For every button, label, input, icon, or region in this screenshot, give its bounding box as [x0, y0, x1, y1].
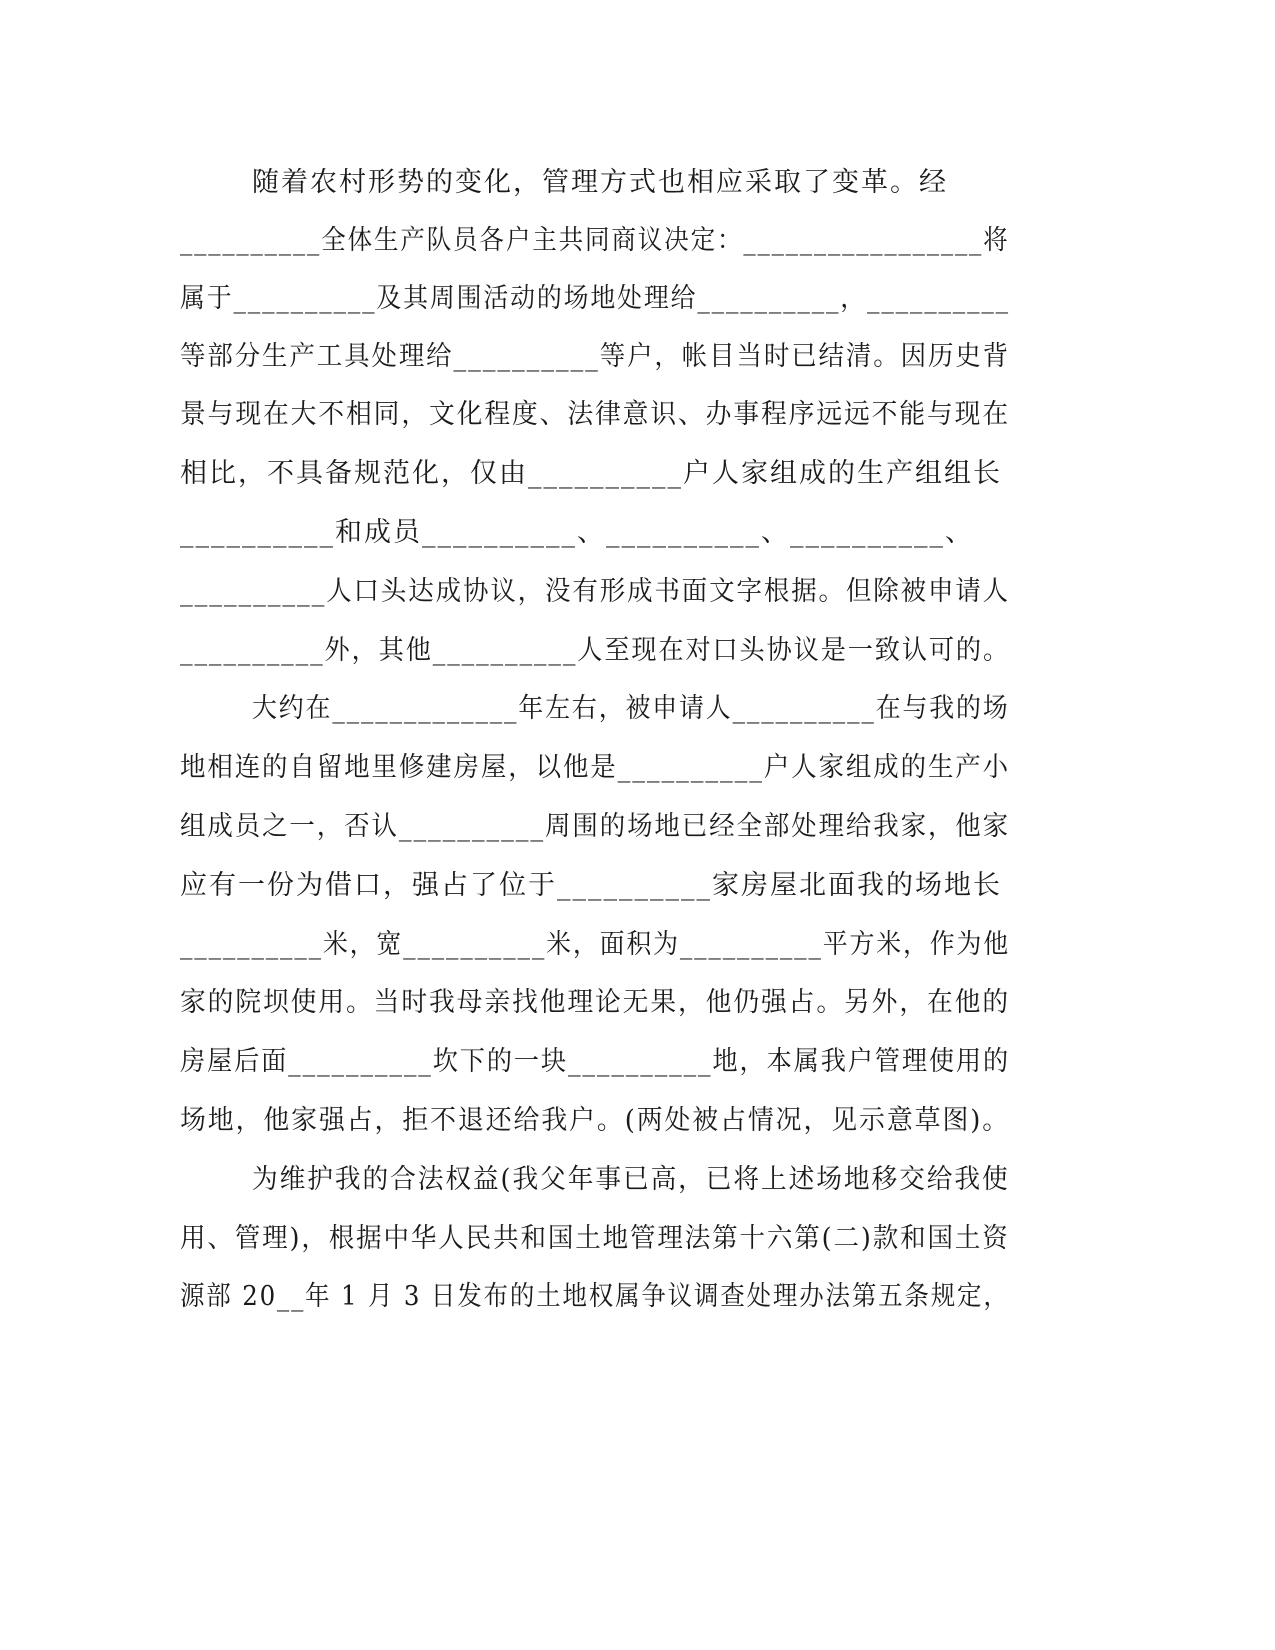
paragraph-text: __________和成员__________、__________、__________、 — [180, 517, 974, 548]
text-line — [0, 745, 1275, 791]
text-line — [0, 804, 1275, 850]
paragraph-text: __________全体生产队员各户主共同商议决定：_________________将 — [180, 225, 1010, 256]
paragraph-text: 大约在_____________年左右，被申请人__________在与我的场 — [252, 693, 1010, 724]
text-line — [0, 160, 1275, 206]
paragraph-text: 组成员之一，否认__________周围的场地已经全部处理给我家，他家 — [180, 811, 1011, 842]
paragraph-text: 属于__________及其周围活动的场地处理给__________，__________ — [180, 283, 1010, 314]
text-line — [0, 334, 1275, 380]
text-line — [0, 686, 1275, 732]
paragraph-text: 景与现在大不相同，文化程度、法律意识、办事程序远远不能与现在 — [180, 399, 1010, 430]
paragraph-text: 随着农村形势的变化，管理方式也相应采取了变革。经 — [252, 167, 948, 198]
paragraph-text: 相比，不具备规范化，仅由__________户人家组成的生产组组长 — [180, 458, 1002, 489]
text-line — [0, 451, 1275, 497]
paragraph-text: 房屋后面__________坎下的一块__________地，本属我户管理使用的 — [180, 1046, 1011, 1077]
text-line — [0, 922, 1275, 968]
text-line — [0, 1216, 1275, 1262]
text-line — [0, 1274, 1275, 1320]
paragraph-text: 等部分生产工具处理给__________等户，帐目当时已结清。因历史背 — [180, 341, 1011, 372]
text-line — [0, 980, 1275, 1026]
paragraph-text: 源部 20__年 1 月 3 日发布的土地权属争议调查处理办法第五条规定， — [180, 1281, 1010, 1312]
paragraph-text: 家的院坝使用。当时我母亲找他理论无果，他仍强占。另外，在他的 — [180, 987, 1010, 1018]
paragraph-text: __________外，其他__________人至现在对口头协议是一致认可的。 — [180, 635, 1011, 666]
paragraph-text: 为维护我的合法权益(我父年事已高，已将上述场地移交给我使 — [252, 1164, 1010, 1195]
text-line — [0, 1098, 1275, 1144]
paragraph-text: 场地，他家强占，拒不退还给我户。(两处被占情况，见示意草图)。 — [180, 1105, 1011, 1136]
text-line — [0, 628, 1275, 674]
paragraph-text: __________人口头达成协议，没有形成书面文字根据。但除被申请人 — [180, 576, 1011, 607]
text-line — [0, 1157, 1275, 1203]
text-line — [0, 392, 1275, 438]
text-line — [0, 510, 1275, 556]
paragraph-text: 用、管理)，根据中华人民共和国土地管理法第十六第(二)款和国土资 — [180, 1223, 1010, 1254]
text-line — [0, 276, 1275, 322]
text-line — [0, 218, 1275, 264]
text-line — [0, 569, 1275, 615]
paragraph-text: __________米，宽__________米，面积为__________平方米，作为他 — [180, 929, 1010, 960]
text-line — [0, 1039, 1275, 1085]
text-line — [0, 863, 1275, 909]
paragraph-text: 应有一份为借口，强占了位于__________家房屋北面我的场地长 — [180, 870, 1002, 901]
paragraph-text: 地相连的自留地里修建房屋，以他是__________户人家组成的生产小 — [180, 752, 1011, 783]
